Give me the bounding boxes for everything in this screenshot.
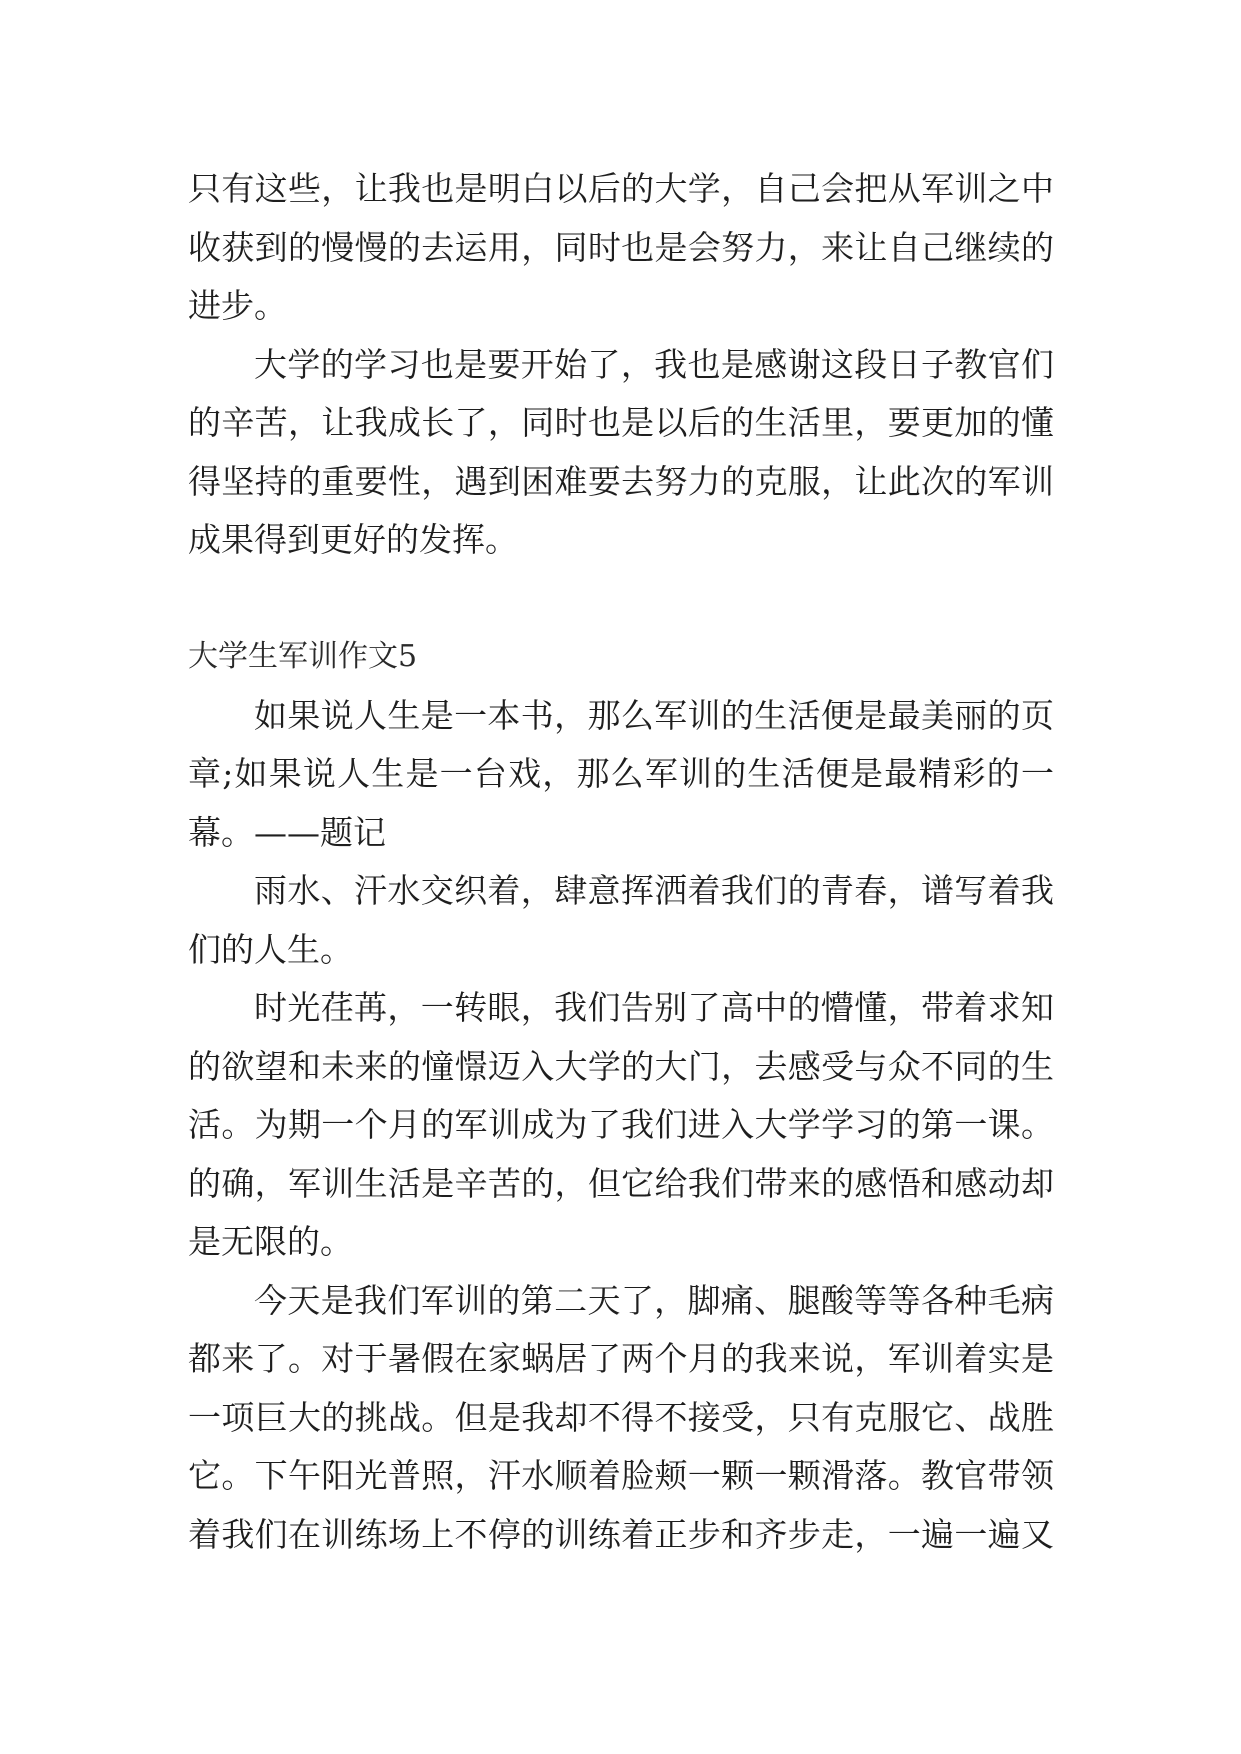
text-line: 得坚持的重要性，遇到困难要去努力的克服，让此次的军训 xyxy=(188,461,1054,501)
text-line: 它。下午阳光普照，汗水顺着脸颊一颗一颗滑落。教官带领 xyxy=(188,1456,1054,1495)
text-line: 的确，军训生活是辛苦的，但它给我们带来的感悟和感动却 xyxy=(188,1163,1054,1203)
text-line: 着我们在训练场上不停的训练着正步和齐步走，一遍一遍又 xyxy=(188,1514,1054,1554)
text-line: 大学的学习也是要开始了，我也是感谢这段日子教官们 xyxy=(254,344,1054,384)
paragraph xyxy=(188,336,1054,570)
text-line: 只有这些，让我也是明白以后的大学，自己会把从军训之中 xyxy=(188,169,1054,208)
text-line: 的辛苦，让我成长了，同时也是以后的生活里，要更加的懂 xyxy=(188,403,1054,442)
text-line: 一项巨大的挑战。但是我却不得不接受，只有克服它、战胜 xyxy=(188,1397,1054,1437)
text-line: 幕。——题记 xyxy=(188,812,386,852)
text-line: 的欲望和未来的憧憬迈入大学的大门，去感受与众不同的生 xyxy=(188,1046,1054,1086)
paragraph xyxy=(188,979,1054,1272)
blank-line xyxy=(188,570,1054,629)
text-line: 雨水、汗水交织着，肆意挥洒着我们的青春，谱写着我 xyxy=(254,871,1054,910)
text-line: 进步。 xyxy=(188,286,287,325)
paragraph xyxy=(188,862,1054,979)
text-line: 活。为期一个月的军训成为了我们进入大学学习的第一课。 xyxy=(188,1105,1054,1144)
paragraph xyxy=(188,160,1054,336)
text-line: 是无限的。 xyxy=(188,1222,353,1261)
text-line: 时光荏苒，一转眼，我们告别了高中的懵懂，带着求知 xyxy=(254,988,1054,1027)
paragraph xyxy=(188,1272,1054,1565)
text-line: 章;如果说人生是一台戏，那么军训的生活便是最精彩的一 xyxy=(188,754,1054,793)
text-line: 收获到的慢慢的去运用，同时也是会努力，来让自己继续的 xyxy=(188,227,1054,267)
paragraph xyxy=(188,687,1054,863)
text-line: 成果得到更好的发挥。 xyxy=(188,520,518,559)
document-body xyxy=(188,160,1054,1564)
text-line: 如果说人生是一本书，那么军训的生活便是最美丽的页 xyxy=(254,695,1054,735)
text-line: 都来了。对于暑假在家蜗居了两个月的我来说，军训着实是 xyxy=(188,1339,1054,1378)
section-title: 大学生军训作文5 xyxy=(188,639,418,674)
text-line: 今天是我们军训的第二天了，脚痛、腿酸等等各种毛病 xyxy=(254,1280,1054,1320)
text-line: 们的人生。 xyxy=(188,929,353,969)
